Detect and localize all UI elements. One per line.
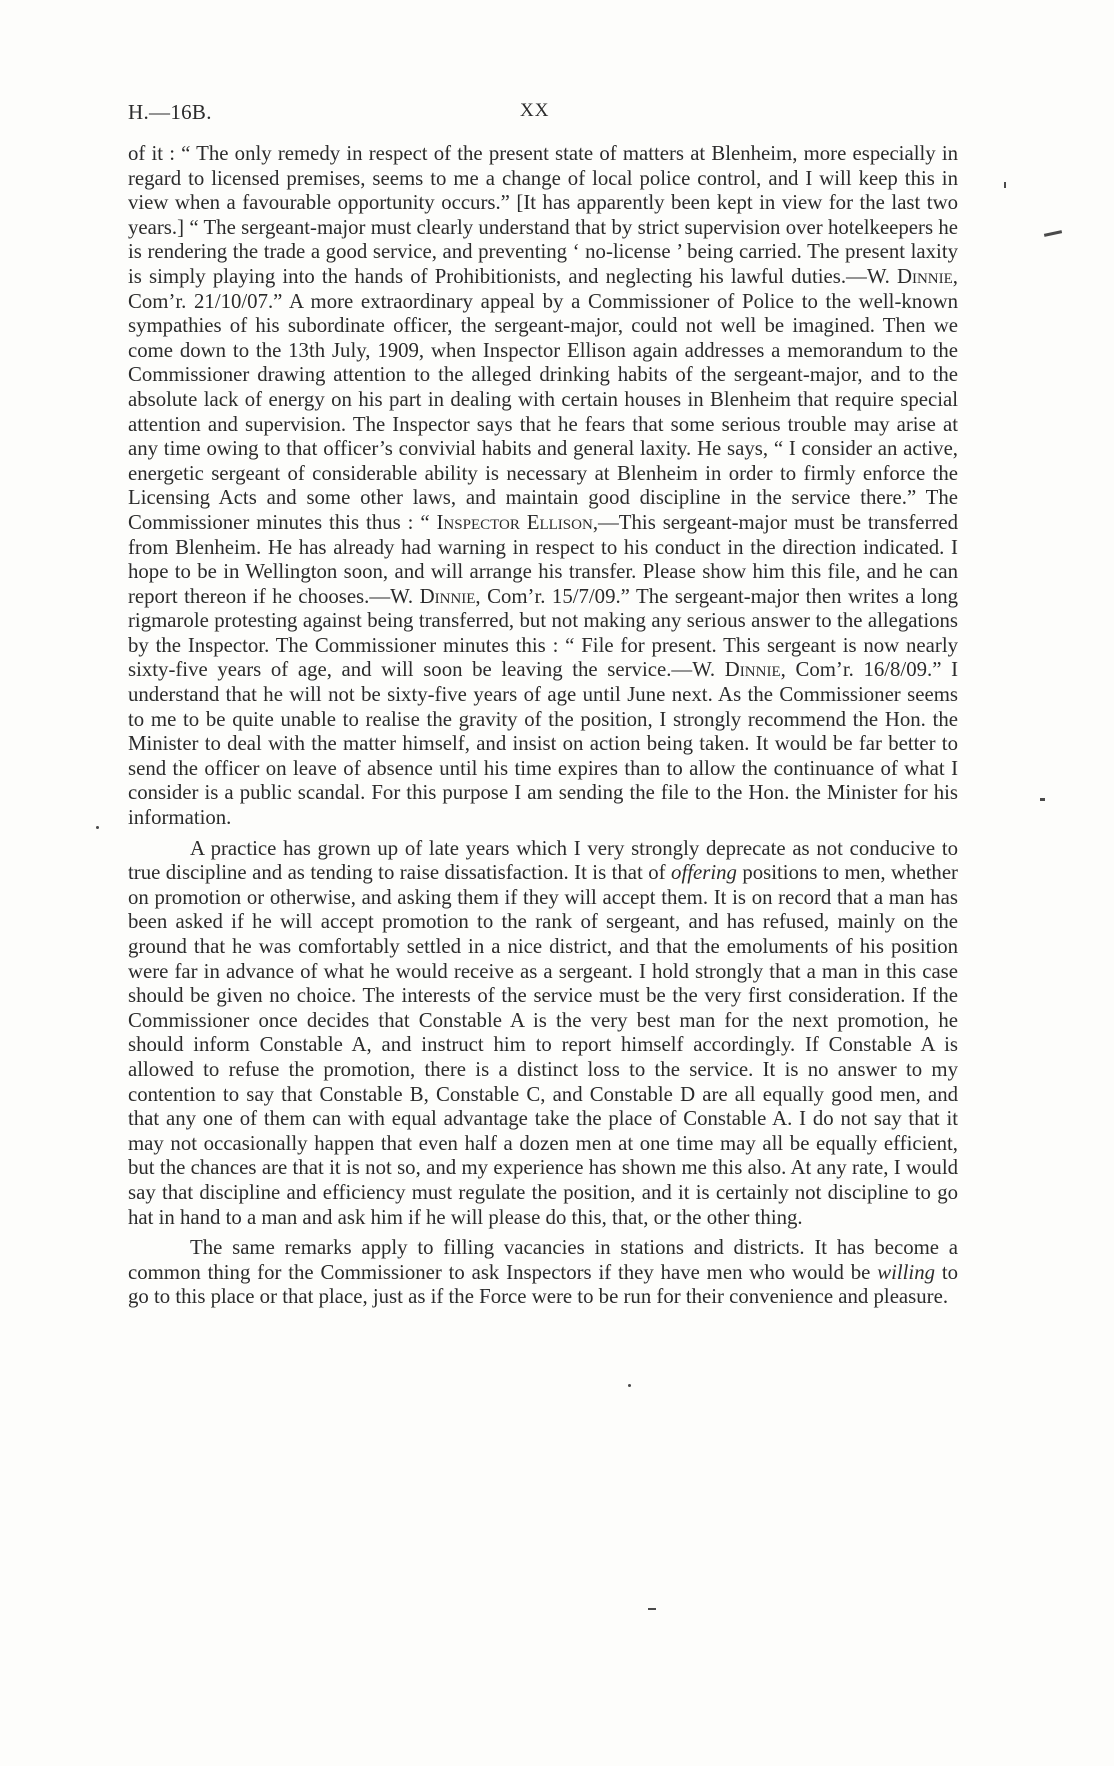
text-run: ,—This sergeant-major must be transferred from Blenheim. He has already had warning in respect to his conduct in the direction indicated. I hope to be in Wellington soon, and will arrange his transfer. Please show him this file, and he can report thereon if he chooses.—W. — [128, 510, 958, 608]
text-run: , Com’r. 15/7/09.” The sergeant-major then writes a long rigmarole protesting against being transferred, but not making any serious answer to the allegations by the Inspector. The Commissioner minutes this : “ File for present. This sergeant is now nearly sixty-five years of age, and will soon be leaving the service.—W. — [128, 584, 958, 682]
text-run: A practice has grown up of late years which I very strongly deprecate as not conducive to true discipline and as tending to raise dissatisfaction. It is that of — [128, 836, 958, 885]
margin-mark — [628, 1384, 631, 1387]
paragraph-offering-positions — [128, 837, 958, 1231]
italic-emphasis: willing — [877, 1260, 935, 1284]
small-caps-name: Dinnie — [896, 264, 953, 288]
text-run: to go to this place or that place, just as if the Force were to be run for their convenience and pleasure. — [128, 1260, 958, 1309]
page-header — [128, 100, 958, 134]
margin-mark — [648, 1608, 656, 1610]
italic-emphasis: offering — [671, 861, 737, 885]
text-run: , Com’r. 21/10/07.” A more extraordinary appeal by a Commissioner of Police to the well-known sympathies of his subordinate officer, the sergeant-major, could not well be imagined. Then we come down to the 13th July, 1909, when Inspector Ellison again addresses a memorandum to the Commissioner drawing attention to the alleged drinking habits of the sergeant-major, and to the absolute lack of energy on his part in dealing with certain houses in Blenheim that require special attention and supervision. The Inspector says that he fears that some serious trouble may arise at any time owing to that officer’s convivial habits and general laxity. He says, “ I consider an active, energetic sergeant of considerable ability is necessary at Blenheim in order to firmly enforce the Licensing Acts and some other laws, and maintain good discipline in the service there.” The Commissioner minutes this thus : “ — [128, 264, 958, 534]
margin-mark — [1040, 798, 1045, 801]
paragraph-remedy-quote — [128, 142, 958, 831]
small-caps-name: Inspector Ellison — [436, 510, 593, 534]
paragraph-filling-vacancies — [128, 1236, 958, 1310]
small-caps-name: Dinnie — [724, 658, 781, 682]
margin-mark — [1044, 230, 1062, 237]
small-caps-name: Dinnie — [419, 584, 476, 608]
margin-mark — [1004, 182, 1006, 188]
document-id: H.—16B. — [128, 100, 212, 124]
text-run: of it : “ The only remedy in respect of the present state of matters at Blenheim, more especially in regard to licensed premises, seems to me a change of local police control, and I will keep this in view when a favourable opportunity occurs.” [It has apparently been kept in view for the last two years.] “ The sergeant-major must clearly understand that by strict supervision over hotelkeepers he is rendering the trade a good service, and preventing ‘ no-license ’ being carried. The present laxity is simply playing into the hands of Prohibitionists, and neglecting his lawful duties.—W. — [128, 142, 958, 288]
page-number: XX — [520, 100, 550, 121]
text-run: The same remarks apply to filling vacancies in stations and districts. It has become a common thing for the Commissioner to ask Inspectors if they have men who would be — [128, 1236, 958, 1284]
text-run: , Com’r. 16/8/09.” I understand that he will not be sixty-five years of age until June next. As the Commissioner seems to me to be quite unable to realise the gravity of the position, I strongly recommend the Hon. the Minister to deal with the matter himself, and insist on action being taken. It would be far better to send the officer on leave of absence until his time expires than to allow the continuance of what I consider is a public scandal. For this purpose I am sending the file to the Hon. the Minister for his information. — [128, 658, 958, 830]
margin-mark — [96, 826, 99, 829]
body-text — [128, 142, 958, 1310]
text-run: positions to men, whether on promotion or otherwise, and asking them if they will accept them. It is on record that a man has been asked if he will accept promotion to the rank of sergeant, and has refused, mainly on the ground that he was comfortably settled in a nice district, and that the emoluments of his position were far in advance of what he would receive as a sergeant. I hold strongly that a man in this case should be given no choice. The interests of the service must be the very first consideration. If the Commissioner once decides that Constable A is the very best man for the next promotion, he should inform Constable A, and instruct him to report himself accordingly. If Constable A is allowed to refuse the promotion, there is a distinct loss to the service. It is no answer to my contention to say that Constable B, Constable C, and Constable D are all equally good men, and that any one of them can with equal advantage take the place of Constable A. I do not say that it may not occasionally happen that even half a dozen men at one time may all be equally efficient, but the chances are that it is not so, and my experience has shown me this also. At any rate, I would say that discipline and efficiency must regulate the position, and it is certainly not discipline to go hat in hand to a man and ask him if he will please do this, that, or the other thing. — [128, 861, 958, 1229]
